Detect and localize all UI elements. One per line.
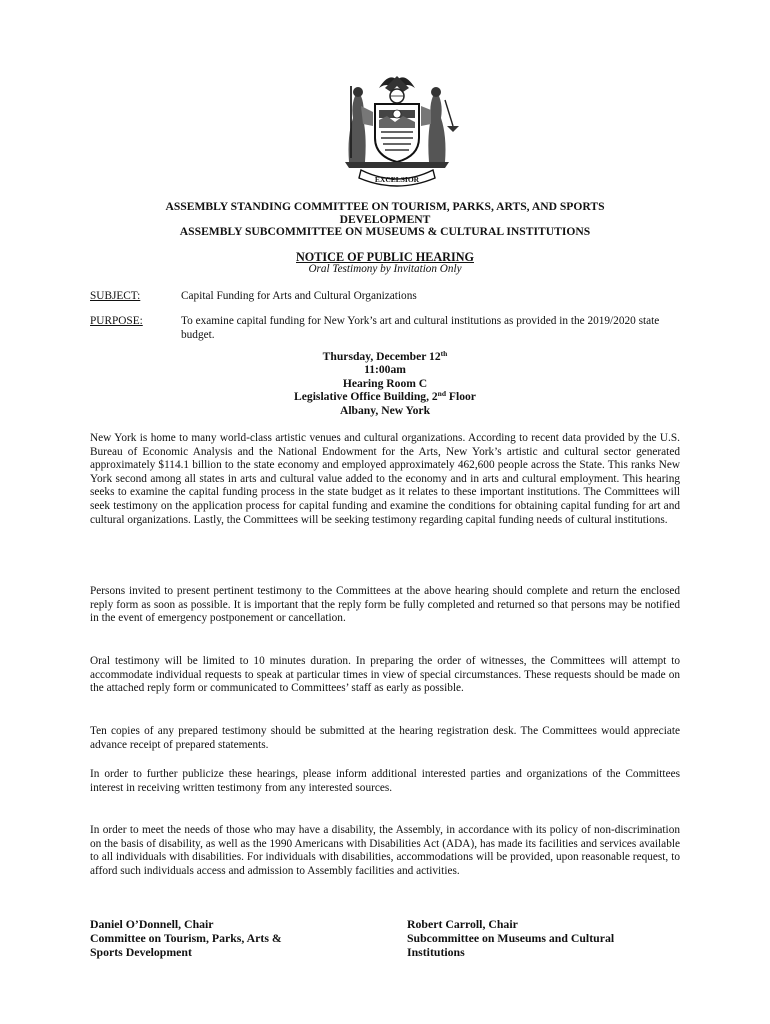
hearing-building: Legislative Office Building, 2nd Floor <box>294 389 476 404</box>
paragraph-publicize: In order to further publicize these hearings, please inform additional interested parties and organizations of the Committees interest in receiving written testimony from any interested sources. <box>90 768 680 794</box>
signature-right-title-2: Institutions <box>407 945 465 960</box>
subject-value: Capital Funding for Arts and Cultural Organizations <box>181 290 417 302</box>
subcommittee-header: ASSEMBLY SUBCOMMITTEE ON MUSEUMS & CULTURAL INSTITUTIONS <box>179 225 591 238</box>
purpose-label: PURPOSE: <box>90 315 143 327</box>
hearing-city: Albany, New York <box>339 403 431 417</box>
hearing-date: Thursday, December 12th <box>322 349 448 363</box>
header-line-2: DEVELOPMENT <box>339 213 431 226</box>
notice-subtitle: Oral Testimony by Invitation Only <box>308 263 462 275</box>
hearing-details <box>90 350 680 417</box>
paragraph-reply-form: Persons invited to present pertinent testimony to the Committees at the above hearing should complete and return the enclosed reply form as soon as possible. It is important that the reply form be fully completed and returned so that persons may be notified in the event of emergency postponement or cancellation. <box>90 585 680 625</box>
signature-right-name: Robert Carroll, Chair <box>407 917 518 931</box>
hearing-room: Hearing Room C <box>342 376 428 390</box>
purpose-value: To examine capital funding for New York’s art and cultural institutions as provided in the 2019/2020 state budget. <box>181 315 660 341</box>
hearing-time: 11:00am <box>364 363 406 377</box>
seal-motto: EXCELSIOR <box>374 175 420 184</box>
signature-left-title-2: Sports Development <box>90 945 192 960</box>
paragraph-disability: In order to meet the needs of those who may have a disability, the Assembly, in accordance with its policy of non-discrimination on the basis of disability, as well as the 1990 Americans with Disabilities Act (ADA), has made its facilities and services available to all individuals with disabilities. For individuals with disabilities, accommodations will be provided, upon reasonable request, to afford such individuals access and admission to Assembly facilities and activities. <box>90 824 680 877</box>
signature-right <box>407 917 697 960</box>
signature-left-name: Daniel O’Donnell, Chair <box>90 917 214 931</box>
notice-title-text: NOTICE OF PUBLIC HEARING <box>296 250 474 264</box>
new-york-state-seal-icon <box>327 66 467 190</box>
header-line-1: ASSEMBLY STANDING COMMITTEE ON TOURISM, PARKS, ARTS, AND SPORTS <box>165 200 605 213</box>
signature-right-title-1: Subcommittee on Museums and Cultural <box>407 931 615 946</box>
paragraph-copies: Ten copies of any prepared testimony should be submitted at the hearing registration desk. The Committees would appreciate advance receipt of prepared statements. <box>90 725 680 751</box>
paragraph-intro: New York is home to many world-class artistic venues and cultural organizations. According to recent data provided by the U.S. Bureau of Economic Analysis and the National Endowment for the Arts, New York’s artistic and cultural sector generated approximately $114.1 billion to the state economy and employed approximately 462,600 people across the State. This ranks New York second among all states in arts and cultural value added to the economy and in arts and cultural employment. This hearing seeks to examine the capital funding process in the state budget as it relates to these important institutions. The Committees will seek testimony on the application process for capital funding and examine the conditions for obtaining capital funding for art and cultural organizations. Lastly, the Committees will be seeking testimony regarding capital funding needs of cultural institutions. <box>90 432 680 526</box>
paragraph-oral-testimony: Oral testimony will be limited to 10 minutes duration. In preparing the order of witnesses, the Committees will attempt to accommodate individual requests to speak at particular times in view of special circumstances. These requests should be made on the attached reply form or communicated to Committees’ staff as early as possible. <box>90 655 680 695</box>
committee-header <box>90 200 680 226</box>
signature-left <box>90 917 380 960</box>
signature-left-title-1: Committee on Tourism, Parks, Arts & <box>90 931 282 946</box>
subject-label: SUBJECT: <box>90 290 141 302</box>
